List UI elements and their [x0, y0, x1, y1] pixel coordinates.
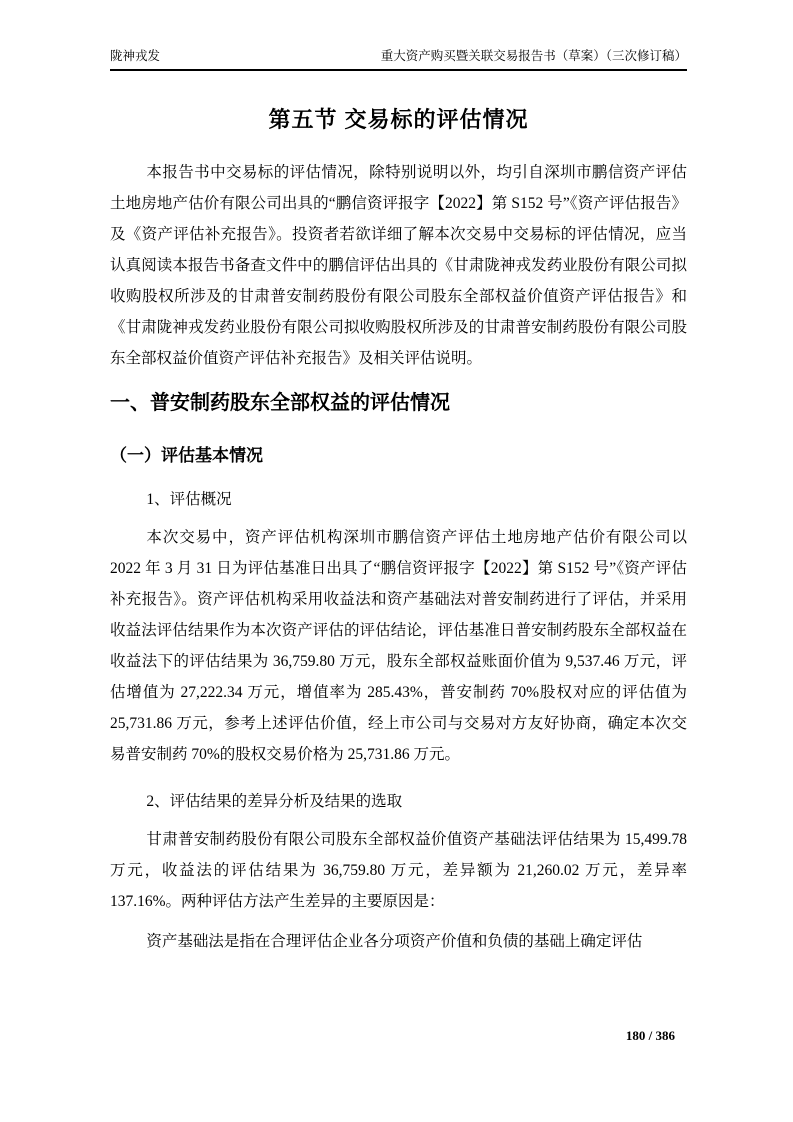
page-number: 180 / 386 — [625, 1028, 675, 1043]
item-1-heading: 1、评估概况 — [146, 491, 232, 508]
intro-paragraph: 本报告书中交易标的评估情况，除特别说明以外，均引自深圳市鹏信资产评估土地房地产估价有限公司出具的“鹏信资评报字【2022】第 S152 号”《资产评估报告》及《资产评估补充报告》。投资者若欲详细了解本次交易中交易标的评估情况，应当认真阅读本报告书备查文件中的鹏信评估出具的《甘肃陇神戎发药业股份有限公司拟收购股权所涉及的甘肃普安制药股份有限公司股东全部权益价值资产评估报告》和《甘肃陇神戎发药业股份有限公司拟收购股权所涉及的甘肃普安制药股份有限公司股东全部权益价值资产评估补充报告》及相关评估说明。 — [110, 164, 687, 367]
page-title: 第五节 交易标的评估情况 — [268, 107, 529, 132]
item-2-heading: 2、评估结果的差异分析及结果的选取 — [146, 793, 403, 810]
header-left-text: 陇神戎发 — [110, 49, 161, 63]
item-2-paragraph-2: 资产基础法是指在合理评估企业各分项资产价值和负债的基础上确定评估 — [146, 933, 643, 950]
item-1-paragraph: 本次交易中，资产评估机构深圳市鹏信资产评估土地房地产估价有限公司以 2022 年 3 月 31 日为评估基准日出具了“鹏信资评报字【2022】第 S152 号”《资产评估补充报告》。资产评估机构采用收益法和资产基础法对普安制药进行了评估，并采用收益法评估结果作为本次资产评估的评估结论，评估基准日普安制药股东全部权益在收益法下的评估结果为 36,759.80 万元，股东全部权益账面价值为 9,537.46 万元，评估增值为 27,222.34 万元，增值率为 285.43%，普安制药 70%股权对应的评估值为 25,731.86 万元，参考上述评估价值，经上市公司与交易对方友好协商，确定本次交易普安制药 70%的股权交易价格为 25,731.86 万元。 — [110, 529, 687, 763]
page-footer — [626, 1028, 675, 1044]
heading-subsection-1: （一）评估基本情况 — [110, 446, 263, 465]
item-2-paragraph-1: 甘肃普安制药股份有限公司股东全部权益价值资产基础法评估结果为 15,499.78 万元，收益法的评估结果为 36,759.80 万元，差异额为 21,260.02 万元，差异率 137.16%。两种评估方法产生差异的主要原因是： — [110, 831, 687, 910]
header-right-text: 重大资产购买暨关联交易报告书（草案）（三次修订稿） — [380, 49, 687, 63]
page-header — [110, 0, 687, 71]
heading-section-1: 一、普安制药股东全部权益的评估情况 — [110, 392, 450, 414]
